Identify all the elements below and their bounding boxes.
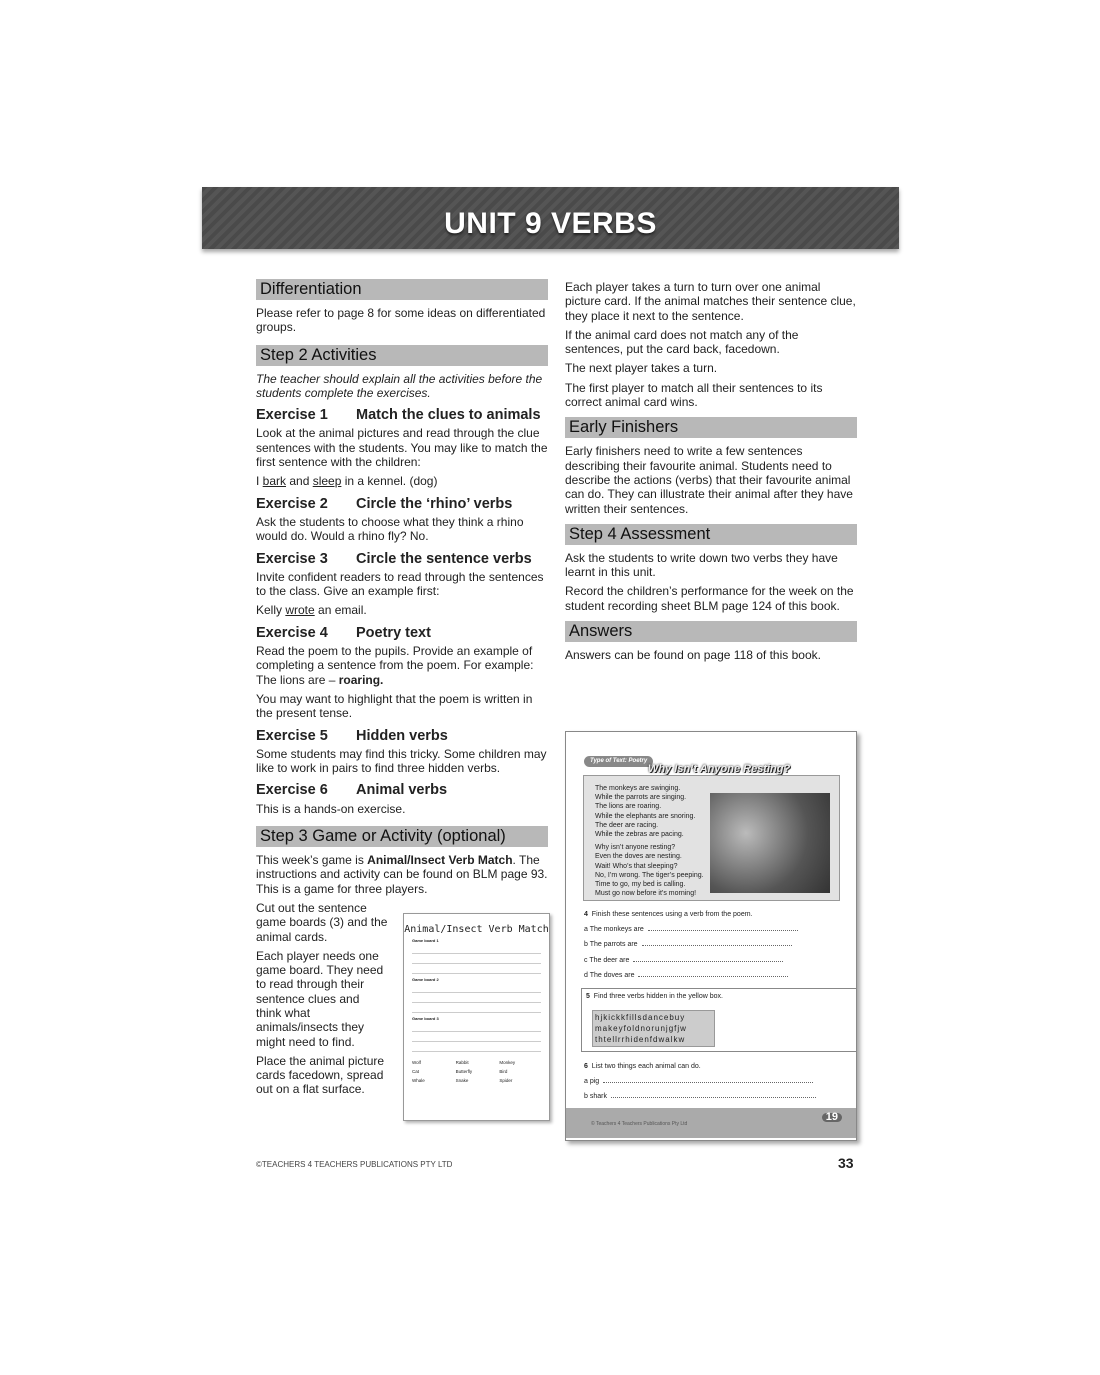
game-rule-4: The first player to match all their sentences to its correct animal card wins. (565, 380, 823, 410)
question-4d: d The doves are (584, 971, 788, 980)
exercise5-text: Some students may find this tricky. Some children may like to work in pairs to find three hidden verbs. (256, 746, 547, 776)
exercise4-text: Read the poem to the pupils. Provide an example of completing a sentence from the poem. For example: The lions are – roaring. (256, 644, 534, 687)
jungle-animals-illustration (710, 793, 830, 893)
game-board-1-label: Game board 1 (412, 938, 439, 943)
animal-card: Butterfly (455, 1069, 473, 1074)
game-card-thumbnail (403, 913, 550, 1121)
workbook-page-number: 19 (822, 1113, 842, 1122)
exercise2-heading (256, 497, 548, 511)
unit-banner (202, 187, 899, 249)
exercise2-number: Exercise 2 (256, 495, 328, 512)
exercise1-text: Look at the animal pictures and read through the clue sentences with the students. You may like to match the first sentence with the children: (256, 426, 548, 470)
right-column (565, 280, 857, 667)
poem-box (583, 775, 840, 901)
game-card-title: Animal/Insect Verb Match (404, 924, 549, 935)
animal-card: Rabbit (455, 1060, 469, 1065)
answers-heading: Answers (565, 621, 857, 642)
copyright: ©TEACHERS 4 TEACHERS PUBLICATIONS PTY LTD (256, 1160, 453, 1169)
animal-card: Snake (455, 1078, 469, 1083)
exercise3-example: Kelly wrote an email. (256, 603, 367, 618)
exercise2-title: Circle the ‘rhino’ verbs (356, 495, 513, 512)
page-title: UNIT 9 VERBS (444, 207, 657, 240)
exercise4-heading (256, 626, 548, 640)
exercise5-heading (256, 729, 548, 743)
page-number: 33 (838, 1155, 854, 1171)
exercise4-title: Poetry text (356, 624, 431, 641)
animal-card: Wolf (412, 1060, 421, 1065)
animal-card-grid (412, 1060, 541, 1083)
exercise6-title: Animal verbs (356, 782, 448, 799)
exercise1-number: Exercise 1 (256, 407, 328, 424)
question-6b: b shark (584, 1092, 816, 1101)
question-4: 4 Finish these sentences using a verb from the poem. (584, 911, 753, 918)
exercise4-text2: You may want to highlight that the poem is written in the present tense. (256, 691, 533, 721)
animal-card: Spider (499, 1078, 513, 1083)
question-4c: c The deer are (584, 956, 783, 965)
step4-text1: Ask the students to write down two verbs they have learnt in this unit. (565, 550, 838, 580)
text-type-tag: Type of Text: Poetry (584, 756, 653, 767)
game-rule-2: If the animal card does not match any of the sentences, put the card back, facedown. (565, 327, 799, 357)
step4-text2: Record the children’s performance for the week on the student recording sheet BLM page 124 of this book. (565, 584, 854, 613)
exercise6-heading (256, 783, 548, 797)
differentiation-heading: Differentiation (256, 279, 548, 300)
step3-para3: Place the animal picture cards facedown, spread out on a flat surface. (256, 1053, 385, 1097)
exercise6-text: This is a hands-on exercise. (256, 801, 406, 816)
exercise4-number: Exercise 4 (256, 624, 328, 641)
early-finishers-heading: Early Finishers (565, 417, 857, 438)
workbook-footer: © Teachers 4 Teachers Publications Pty Ltd 19 (566, 1108, 856, 1138)
exercise1-example: I bark and sleep in a kennel. (dog) (256, 474, 438, 489)
step3-para2: Each player needs one game board. They need to read through their sentence clues and think what animals/insects they might need to find. (256, 948, 384, 1049)
letter-grid: hjkickkfillsdancebuy makeyfoldnorunjgfjw thtellrrhidenfdwalkw (592, 1010, 715, 1047)
exercise5-number: Exercise 5 (256, 727, 328, 744)
game-rule-1: Each player takes a turn to turn over one animal picture card. If the animal matches their sentence clue, they place it next to the sentence. (565, 280, 856, 323)
answers-text: Answers can be found on page 118 of this book. (565, 648, 821, 663)
exercise1-heading (256, 408, 548, 422)
animal-card: Bird (499, 1069, 508, 1074)
exercise5-title: Hidden verbs (356, 727, 448, 744)
game-board-2-label: Game board 2 (412, 977, 439, 982)
poem-lines: The monkeys are swinging. While the parrots are singing. The lions are roaring. While the elephants are snoring. The deer are racing. While the zebras are pacing. Why isn’t anyone resting? Even the doves are nesting. Wait! Who’s that sleeping? No, I’m wrong. The tiger’s peeping. Time to go, my bed is calling. Must go now before it’s morning! (595, 785, 704, 898)
exercise3-title: Circle the sentence verbs (356, 550, 532, 567)
step4-heading: Step 4 Assessment (565, 524, 857, 545)
step3-intro: This week’s game is Animal/Insect Verb Match. The instructions and activity can be found on BLM page 93. This is a game for three players. (256, 853, 548, 896)
step2-intro: The teacher should explain all the activities before the students complete the exercises. (256, 371, 543, 400)
exercise3-number: Exercise 3 (256, 550, 328, 567)
poem-title: Why Isn’t Anyone Resting? (648, 763, 791, 775)
workbook-page-thumbnail (565, 731, 857, 1141)
step2-heading: Step 2 Activities (256, 345, 548, 366)
animal-card: Whale (412, 1078, 425, 1083)
question-6a: a pig (584, 1077, 813, 1086)
animal-card: Cat (412, 1069, 420, 1074)
exercise6-number: Exercise 6 (256, 782, 328, 799)
game-board-3-label: Game board 3 (412, 1016, 439, 1021)
step3-heading: Step 3 Game or Activity (optional) (256, 826, 548, 847)
early-finishers-text: Early finishers need to write a few sentences describing their favourite animal. Students need to describe the actions (verbs) that their favourite animal can do. They can illustrate their animal after they have written their sentences. (565, 444, 853, 516)
exercise3-heading (256, 552, 548, 566)
step3-para1: Cut out the sentence game boards (3) and the animal cards. (256, 900, 388, 944)
exercise2-text: Ask the students to choose what they think a rhino would do. Would a rhino fly? No. (256, 514, 524, 544)
question-5: 5 Find three verbs hidden in the yellow box. (586, 993, 723, 1000)
differentiation-text: Please refer to page 8 for some ideas on differentiated groups. (256, 306, 546, 335)
question-4a: a The monkeys are (584, 925, 798, 934)
question-6: 6 List two things each animal can do. (584, 1063, 701, 1070)
animal-card: Monkey (499, 1060, 516, 1065)
exercise1-title: Match the clues to animals (356, 407, 541, 424)
question-4b: b The parrots are (584, 940, 792, 949)
exercise3-text: Invite confident readers to read through the sentences to the class. Give an example first: (256, 569, 544, 599)
game-rule-3: The next player takes a turn. (565, 361, 718, 376)
